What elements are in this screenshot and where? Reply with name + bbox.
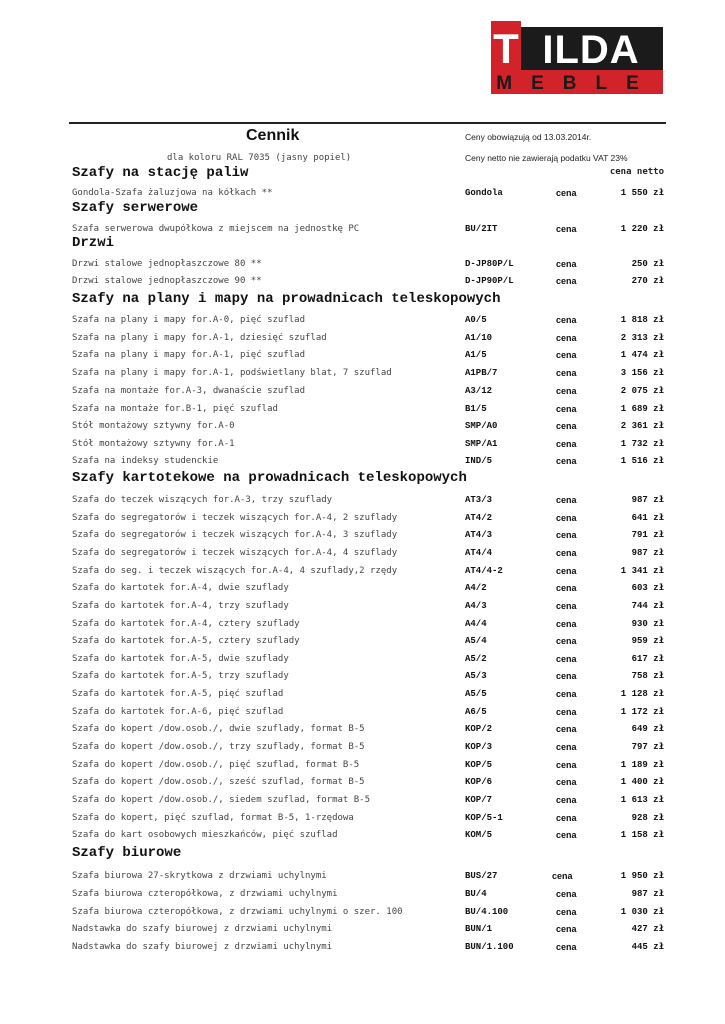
- list-item: [0, 793, 725, 807]
- list-item: [0, 186, 725, 200]
- item-name: Drzwi stalowe jednopłaszczowe 80 **: [72, 259, 262, 269]
- item-code: BUN/1: [465, 924, 493, 934]
- item-code: D-JP90P/L: [465, 276, 514, 286]
- item-name: Szafa do kartotek for.A-6, pięć szuflad: [72, 707, 284, 717]
- item-price: 1 950 zł: [620, 871, 664, 881]
- list-item: [0, 775, 725, 789]
- price-label: cena: [556, 439, 577, 449]
- item-code: A5/3: [465, 671, 487, 681]
- item-code: KOP/5-1: [465, 813, 503, 823]
- section-title: Szafy serwerowe: [72, 200, 199, 216]
- vat-note: Ceny netto nie zawierają podatku VAT 23%: [465, 153, 628, 163]
- price-label: cena: [556, 795, 577, 805]
- item-price: 1 400 zł: [620, 777, 664, 787]
- price-label: cena: [556, 689, 577, 699]
- item-price: 987 zł: [631, 548, 664, 558]
- item-price: 959 zł: [631, 636, 664, 646]
- price-label: cena: [556, 548, 577, 558]
- item-price: 797 zł: [631, 742, 664, 752]
- item-name: Szafa do kopert /dow.osob./, pięć szuflad, format B-5: [72, 760, 360, 770]
- item-price: 1 474 zł: [620, 350, 664, 360]
- item-name: Szafa do kartotek for.A-4, cztery szuflady: [72, 619, 300, 629]
- item-name: Szafa biurowa czteropółkowa, z drzwiami uchylnymi o szer. 100: [72, 907, 403, 917]
- list-item: [0, 331, 725, 345]
- item-name: Szafa do segregatorów i teczek wiszących for.A-4, 2 szuflady: [72, 513, 398, 523]
- valid-from-note: Ceny obowiązują od 13.03.2014r.: [465, 132, 592, 142]
- item-code: Gondola: [465, 188, 503, 198]
- item-price: 1 689 zł: [620, 404, 664, 414]
- price-label: cena: [556, 777, 577, 787]
- item-price: 445 zł: [631, 942, 664, 952]
- list-item: [0, 437, 725, 451]
- item-price: 744 zł: [631, 601, 664, 611]
- price-label: cena: [556, 386, 577, 396]
- tilda-meble-logo: [491, 21, 663, 94]
- section-title: Szafy na stację paliw: [72, 165, 249, 181]
- item-name: Szafa do kartotek for.A-4, dwie szuflady: [72, 583, 289, 593]
- list-item: [0, 869, 725, 883]
- item-code: KOM/5: [465, 830, 493, 840]
- list-item: [0, 922, 725, 936]
- item-name: Szafa do seg. i teczek wiszących for.A-4, 4 szuflady,2 rzędy: [72, 566, 398, 576]
- list-item: [0, 581, 725, 595]
- list-item: [0, 274, 725, 288]
- item-name: Nadstawka do szafy biurowej z drzwiami uchylnymi: [72, 942, 333, 952]
- price-label: cena: [556, 724, 577, 734]
- svg-text:T: T: [493, 25, 519, 72]
- item-name: Szafa do kartotek for.A-5, trzy szuflady: [72, 671, 289, 681]
- item-name: Szafa biurowa 27-skrytkowa z drzwiami uchylnymi: [72, 871, 327, 881]
- item-price: 1 550 zł: [620, 188, 664, 198]
- item-name: Szafa do kopert /dow.osob./, trzy szuflady, format B-5: [72, 742, 365, 752]
- item-price: 2 361 zł: [620, 421, 664, 431]
- header-rule: [69, 122, 666, 124]
- item-code: A4/3: [465, 601, 487, 611]
- item-code: A4/2: [465, 583, 487, 593]
- item-price: 928 zł: [631, 813, 664, 823]
- price-label: cena: [556, 924, 577, 934]
- item-price: 641 zł: [631, 513, 664, 523]
- item-price: 1 158 zł: [620, 830, 664, 840]
- item-code: A1/10: [465, 333, 493, 343]
- item-name: Szafa do teczek wiszących for.A-3, trzy szuflady: [72, 495, 333, 505]
- item-name: Szafa do segregatorów i teczek wiszących for.A-4, 4 szuflady: [72, 548, 398, 558]
- list-item: [0, 887, 725, 901]
- price-label: cena: [556, 315, 577, 325]
- item-price: 1 128 zł: [620, 689, 664, 699]
- item-code: A1PB/7: [465, 368, 498, 378]
- item-name: Stół montażowy sztywny for.A-1: [72, 439, 235, 449]
- list-item: [0, 348, 725, 362]
- item-price: 603 zł: [631, 583, 664, 593]
- list-item: [0, 493, 725, 507]
- item-price: 1 172 zł: [620, 707, 664, 717]
- svg-text:ILDA: ILDA: [542, 28, 640, 72]
- section-title: Szafy biurowe: [72, 845, 182, 861]
- item-code: BU/4: [465, 889, 487, 899]
- list-item: [0, 828, 725, 842]
- price-label: cena: [556, 830, 577, 840]
- item-name: Szafa do kartotek for.A-5, pięć szuflad: [72, 689, 284, 699]
- list-item: [0, 705, 725, 719]
- price-label: cena: [556, 671, 577, 681]
- item-name: Szafa do kopert /dow.osob./, dwie szuflady, format B-5: [72, 724, 365, 734]
- item-name: Szafa do segregatorów i teczek wiszących for.A-4, 3 szuflady: [72, 530, 398, 540]
- price-label: cena: [556, 530, 577, 540]
- item-price: 1 030 zł: [620, 907, 664, 917]
- price-label: cena: [556, 350, 577, 360]
- item-code: AT4/3: [465, 530, 493, 540]
- item-code: KOP/7: [465, 795, 493, 805]
- item-name: Szafa na plany i mapy for.A-0, pięć szuflad: [72, 315, 305, 325]
- color-note: dla koloru RAL 7035 (jasny popiel): [167, 153, 352, 163]
- price-label: cena: [556, 224, 577, 234]
- list-item: [0, 511, 725, 525]
- list-item: [0, 384, 725, 398]
- price-label: cena: [556, 889, 577, 899]
- item-name: Szafa do kopert /dow.osob./, sześć szuflad, format B-5: [72, 777, 365, 787]
- list-item: [0, 940, 725, 954]
- item-code: BU/2IT: [465, 224, 498, 234]
- list-item: [0, 564, 725, 578]
- item-price: 2 313 zł: [620, 333, 664, 343]
- item-price: 987 zł: [631, 495, 664, 505]
- list-item: [0, 740, 725, 754]
- item-price: 791 zł: [631, 530, 664, 540]
- list-item: [0, 905, 725, 919]
- item-code: KOP/6: [465, 777, 493, 787]
- list-item: [0, 652, 725, 666]
- item-price: 1 818 zł: [620, 315, 664, 325]
- list-item: [0, 313, 725, 327]
- item-name: Szafa do kopert, pięć szuflad, format B-5, 1-rzędowa: [72, 813, 354, 823]
- item-price: 987 zł: [631, 889, 664, 899]
- price-label: cena: [556, 583, 577, 593]
- item-price: 270 zł: [631, 276, 664, 286]
- item-code: AT3/3: [465, 495, 493, 505]
- item-price: 3 156 zł: [620, 368, 664, 378]
- list-item: [0, 528, 725, 542]
- price-label: cena: [556, 760, 577, 770]
- item-price: 649 zł: [631, 724, 664, 734]
- section-title: Drzwi: [72, 235, 115, 251]
- list-item: [0, 634, 725, 648]
- item-name: Szafa do kartotek for.A-5, dwie szuflady: [72, 654, 289, 664]
- page-title: Cennik: [246, 127, 300, 144]
- item-name: Szafa do kartotek for.A-4, trzy szuflady: [72, 601, 289, 611]
- price-label: cena: [556, 636, 577, 646]
- price-label: cena: [556, 404, 577, 414]
- item-code: A6/5: [465, 707, 487, 717]
- item-name: Stół montażowy sztywny for.A-0: [72, 421, 235, 431]
- price-label: cena: [556, 495, 577, 505]
- item-price: 930 zł: [631, 619, 664, 629]
- item-code: BUS/27: [465, 871, 498, 881]
- item-code: A4/4: [465, 619, 487, 629]
- item-name: Szafa do kart osobowych mieszkańców, pięć szuflad: [72, 830, 338, 840]
- item-code: A5/2: [465, 654, 487, 664]
- list-item: [0, 758, 725, 772]
- price-label: cena: [556, 333, 577, 343]
- list-item: [0, 454, 725, 468]
- item-name: Szafa biurowa czteropółkowa, z drzwiami uchylnymi: [72, 889, 338, 899]
- price-label: cena: [556, 276, 577, 286]
- price-label: cena: [556, 421, 577, 431]
- item-name: Gondola-Szafa żaluzjowa na kółkach **: [72, 188, 273, 198]
- price-column-header: cena netto: [609, 167, 664, 177]
- item-code: D-JP80P/L: [465, 259, 514, 269]
- item-name: Szafa na plany i mapy for.A-1, dziesięć szuflad: [72, 333, 327, 343]
- item-name: Szafa na montaże for.B-1, pięć szuflad: [72, 404, 278, 414]
- item-name: Szafa na plany i mapy for.A-1, podświetlany blat, 7 szuflad: [72, 368, 392, 378]
- item-code: AT4/4-2: [465, 566, 503, 576]
- list-item: [0, 669, 725, 683]
- item-name: Drzwi stalowe jednopłaszczowe 90 **: [72, 276, 262, 286]
- price-label: cena: [556, 813, 577, 823]
- price-label: cena: [556, 907, 577, 917]
- price-label: cena: [556, 259, 577, 269]
- price-label: cena: [556, 942, 577, 952]
- list-item: [0, 419, 725, 433]
- item-name: Szafa do kartotek for.A-5, cztery szuflady: [72, 636, 300, 646]
- list-item: [0, 599, 725, 613]
- price-label: cena: [556, 619, 577, 629]
- item-code: KOP/3: [465, 742, 493, 752]
- price-label: cena: [556, 513, 577, 523]
- item-code: BU/4.100: [465, 907, 509, 917]
- item-price: 1 732 zł: [620, 439, 664, 449]
- item-code: IND/5: [465, 456, 493, 466]
- list-item: [0, 811, 725, 825]
- logo-graphic: [491, 21, 663, 94]
- item-price: 427 zł: [631, 924, 664, 934]
- item-code: A3/12: [465, 386, 493, 396]
- section-title: Szafy kartotekowe na prowadnicach teleskopowych: [72, 470, 467, 486]
- item-price: 1 613 zł: [620, 795, 664, 805]
- list-item: [0, 722, 725, 736]
- list-item: [0, 222, 725, 236]
- list-item: [0, 546, 725, 560]
- section-title: Szafy na plany i mapy na prowadnicach teleskopowych: [72, 291, 501, 307]
- price-label: cena: [556, 566, 577, 576]
- list-item: [0, 687, 725, 701]
- list-item: [0, 402, 725, 416]
- item-price: 617 zł: [631, 654, 664, 664]
- item-code: A5/5: [465, 689, 487, 699]
- item-name: Szafa do kopert /dow.osob./, siedem szuflad, format B-5: [72, 795, 371, 805]
- item-code: A0/5: [465, 315, 487, 325]
- item-name: Szafa serwerowa dwupółkowa z miejscem na jednostkę PC: [72, 224, 360, 234]
- price-label: cena: [556, 707, 577, 717]
- list-item: [0, 257, 725, 271]
- item-code: AT4/2: [465, 513, 493, 523]
- item-price: 1 220 zł: [620, 224, 664, 234]
- item-name: Szafa na montaże for.A-3, dwanaście szuflad: [72, 386, 305, 396]
- item-code: A1/5: [465, 350, 487, 360]
- price-label: cena: [556, 368, 577, 378]
- price-label: cena: [556, 742, 577, 752]
- item-price: 1 189 zł: [620, 760, 664, 770]
- price-label: cena: [556, 188, 577, 198]
- item-code: AT4/4: [465, 548, 493, 558]
- list-item: [0, 617, 725, 631]
- item-code: BUN/1.100: [465, 942, 514, 952]
- item-price: 250 zł: [631, 259, 664, 269]
- price-label: cena: [556, 601, 577, 611]
- item-name: Szafa na indeksy studenckie: [72, 456, 219, 466]
- list-item: [0, 366, 725, 380]
- item-code: B1/5: [465, 404, 487, 414]
- item-code: SMP/A0: [465, 421, 498, 431]
- item-code: A5/4: [465, 636, 487, 646]
- price-label: cena: [552, 871, 573, 881]
- item-code: KOP/2: [465, 724, 493, 734]
- item-price: 1 516 zł: [620, 456, 664, 466]
- price-label: cena: [556, 654, 577, 664]
- item-price: 2 075 zł: [620, 386, 664, 396]
- price-label: cena: [556, 456, 577, 466]
- item-code: KOP/5: [465, 760, 493, 770]
- svg-text:MEBLE: MEBLE: [496, 73, 658, 94]
- item-code: SMP/A1: [465, 439, 498, 449]
- item-name: Szafa na plany i mapy for.A-1, pięć szuflad: [72, 350, 305, 360]
- item-price: 758 zł: [631, 671, 664, 681]
- item-name: Nadstawka do szafy biurowej z drzwiami uchylnymi: [72, 924, 333, 934]
- item-price: 1 341 zł: [620, 566, 664, 576]
